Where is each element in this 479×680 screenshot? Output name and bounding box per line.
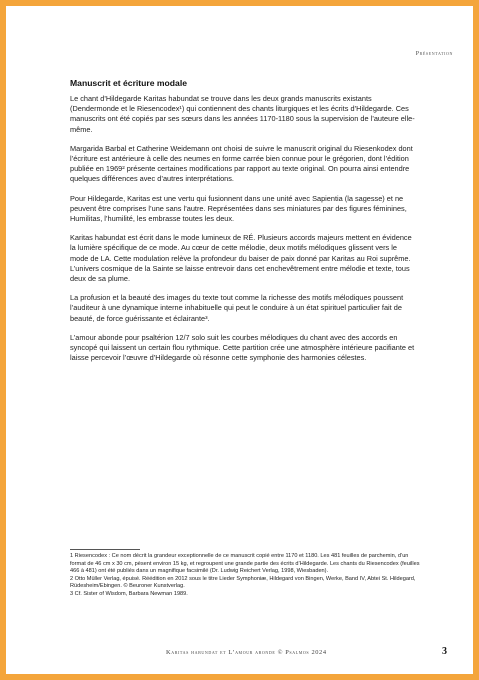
section-heading: Manuscrit et écriture modale (70, 78, 188, 88)
paragraph-1: Le chant d’Hildegarde Karitas habundat se trouve dans les deux grands manuscrits existants (Dendermonde et le Riesencodex¹) qui contiennent des chants liturgiques et les écrits d’Hildegarde. Ces manuscrits ont été copiés par ses sœurs dans les années 1170-1180 sous la supervision de l’auteure elle-même. (70, 94, 415, 134)
paragraph-4: Karitas habundat est écrit dans le mode lumineux de RÉ. Plusieurs accords majeurs mettent en évidence la lumière spécifique de ce mode. Au cœur de cette mélodie, deux motifs mélodiques glissent vers le mode de LA. Cette modulation relève la profondeur du baiser de paix donné par Karitas au Roi suprême. L’univers cosmique de la Sainte se laisse entrevoir dans cet enchevêtrement entre mélodie et texte, tous deux de sa plume. (70, 233, 412, 284)
paragraph-2: Margarida Barbal et Catherine Weidemann ont choisi de suivre le manuscrit original du Riesenkodex dont l’écriture est antérieure à celle des neumes en forme carrée bien connue pour le grégorien, dont l’édition publiée en 1969² présente certaines modifications par rapport au texte original. On pourra ainsi entendre quelques différences avec d’autres interprétations. (70, 143, 413, 184)
main-content (70, 78, 416, 372)
footnotes (70, 553, 420, 599)
running-header: Présentation (415, 50, 453, 57)
paragraph-6: L’amour abonde pour psaltérion 12/7 solo suit les courbes mélodiques du chant avec des accords en syncopé qui laissent un certain flou rythmique. Cette partition crée une atmosphère intérieure pacifiante et laisse percevoir l’œuvre d’Hildegarde où résonne cette symphonie des harmonies célestes. (70, 332, 415, 363)
footnote-divider (70, 549, 140, 550)
page-number: 3 (442, 646, 447, 657)
paragraph-3: Pour Hildegarde, Karitas est une vertu qui fusionnent dans une unité avec Sapientia (la sagesse) et ne peuvent être comprises l’une sans l’autre. Représentées dans ses miniatures par des figures féminines, Humilitas, l’humilité, les embrasse toutes les deux. (70, 193, 407, 224)
footer-title: Karitas habundat et L’amour abonde © Psalmos 2024 (166, 649, 327, 656)
document-page (6, 6, 473, 674)
footnote-3: 3 Cf. Sister of Wisdom, Barbara Newman 1989. (70, 590, 188, 597)
paragraph-5: La profusion et la beauté des images du texte tout comme la richesse des motifs mélodiques poussent l’auditeur à une dynamique interne inhabituelle qui peut le conduire à un état spirituel particulier fait de beauté, de force guérissante et éclairante³. (70, 293, 404, 323)
footnote-2: 2 Otto Müller Verlag, épuisé. Réédition en 2012 sous le titre Lieder Symphoniæ, Hildegard von Bingen, Werke, Band IV, Abtei St. Hildegard, Rüdesheim/Ebingen. © Beuroner Kunstverlag. (70, 575, 416, 590)
footnote-1: 1 Riesencodex : Ce nom décrit la grandeur exceptionnelle de ce manuscrit copié entre 1170 et 1180. Les 481 feuilles de parchemin, d’un format de 46 cm x 30 cm, pèsent environ 15 kg, et regroupent une grande partie des écrits d’Hildegarde. Les chants du Riesencodex (feuilles 466 à 481) ont été publiés dans un magnifique facsimilé (Dr. Ludwig Reichert Verlag, 1998, Wiesbaden). (70, 553, 420, 575)
